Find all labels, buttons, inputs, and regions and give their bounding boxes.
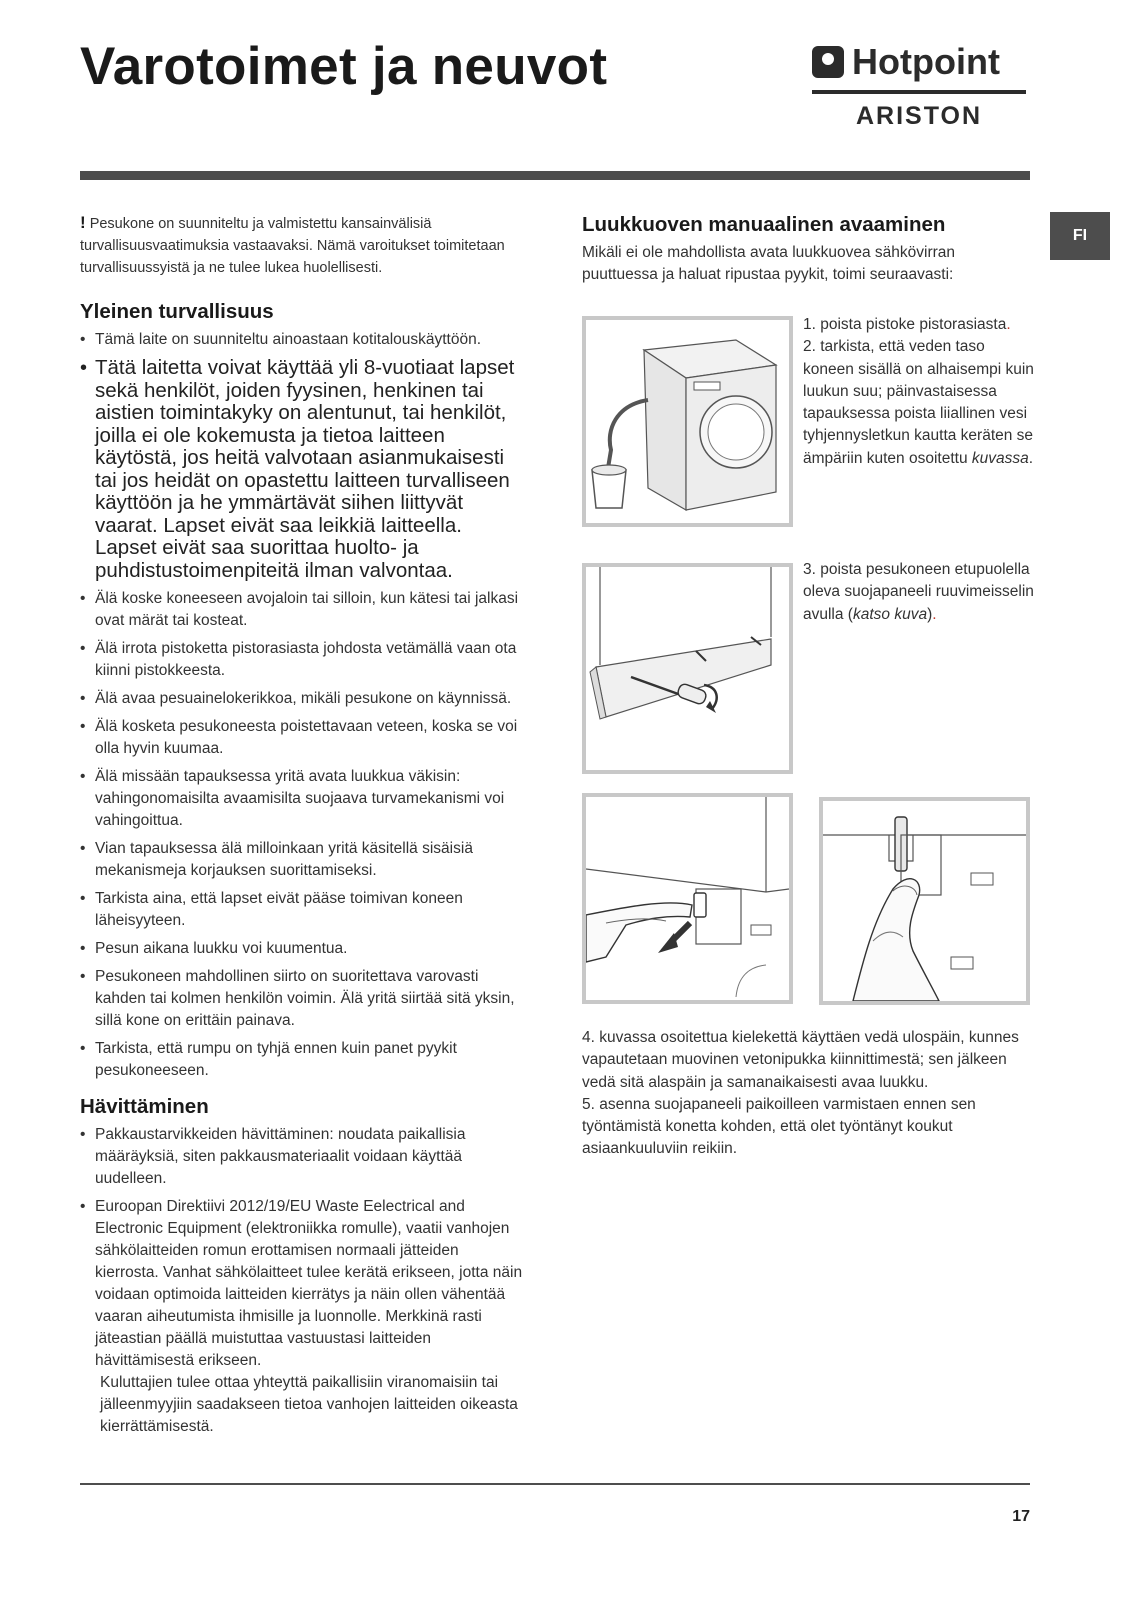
page-number: 17	[1012, 1508, 1030, 1525]
step-3-emphasis: katso kuva	[852, 605, 928, 623]
washing-machine-illustration	[586, 320, 789, 523]
list-item: • Älä kosketa pesukoneesta poistettavaan veteen, koska se voi olla hyvin kuumaa.	[80, 716, 526, 760]
list-item: • Tarkista, että rumpu on tyhjä ennen kuin panet pyykit pesukoneeseen.	[80, 1038, 526, 1082]
step-3-text: 3. poista pesukoneen etupuolella oleva suojapaneeli ruuvimeisselin avulla (	[803, 561, 1034, 623]
step-5: 5. asenna suojapaneeli paikoilleen varmistaen ennen sen työntämistä konetta kohden, että olet työntänyt koukut asiaankuuluviin reikiin.	[582, 1095, 976, 1158]
brand-name: Hotpoint	[852, 41, 1000, 82]
figure-drain-bucket	[582, 316, 793, 527]
list-item: • Pesun aikana luukku voi kuumentua.	[80, 938, 526, 960]
figure-pull-tab	[582, 793, 793, 1004]
right-column	[582, 212, 1032, 286]
disposal-note: Kuluttajien tulee ottaa yhteyttä paikallisiin viranomaisiin tai jälleenmyyjiin saadakseen tietoa vanhojen laitteiden oikeasta kierrättämisestä.	[100, 1374, 518, 1435]
language-tab: FI	[1050, 212, 1110, 260]
step-3-end: .	[932, 605, 937, 623]
step-3-close: )	[927, 605, 933, 623]
left-column	[80, 212, 526, 1438]
header-bar	[80, 171, 1030, 180]
list-item: • Pakkaustarvikkeiden hävittäminen: noudata paikallisia määräyksiä, siten pakkausmateriaalit voidaan käyttää uudelleen.	[80, 1124, 526, 1190]
step-2-emphasis: kuvassa	[971, 449, 1029, 467]
step-2-end: .	[1028, 449, 1034, 467]
list-item: • Älä koske koneeseen avojaloin tai silloin, kun kätesi tai jalkasi ovat märät tai kosteat.	[80, 588, 526, 632]
step-2-text: 2. tarkista, että veden taso koneen sisällä on alhaisempi kuin luukun suu; päinvastaisessa tapauksessa poista liiallinen vesi tyhjennysletkun kautta keräten se ämpäriin kuten osoitettu	[803, 338, 1034, 467]
door-opening-heading: Luukkuoven manuaalinen avaaminen	[582, 213, 946, 236]
step-4: 4. kuvassa osoitettua kielekettä käyttäen vedä ulospäin, kunnes vapautetaan muovinen vetonipukka kiinnittimestä; sen jälkeen vedä sitä alaspäin ja samanaikaisesti avaa luukku.	[582, 1029, 1019, 1091]
figure-remove-panel	[582, 563, 793, 774]
step-3	[803, 559, 1038, 626]
list-item: • Älä avaa pesuainelokerikkoa, mikäli pesukone on käynnissä.	[80, 688, 526, 710]
brand-subname: ARISTON	[855, 102, 983, 130]
pull-tab-illustration	[586, 797, 789, 1000]
step-2	[803, 336, 1038, 470]
door-opening-intro: Mikäli ei ole mahdollista avata luukkuovea sähkövirran puuttuessa ja haluat ripustaa pyykit, toimi seuraavasti:	[582, 244, 956, 283]
panel-screwdriver-illustration	[586, 567, 789, 770]
list-item: • Tarkista aina, että lapset eivät pääse toimivan koneen läheisyyteen.	[80, 888, 526, 932]
page-title: Varotoimet ja neuvot	[80, 37, 608, 96]
list-item: • Tämä laite on suunniteltu ainoastaan kotitalouskäyttöön.	[80, 329, 526, 351]
steps-1-2	[803, 314, 1038, 470]
step-1-end: .	[1006, 316, 1011, 333]
list-item: • Älä irrota pistoketta pistorasiasta johdosta vetämällä vaan ota kiinni pistokkeesta.	[80, 638, 526, 682]
warning-icon: !	[80, 213, 86, 232]
step-1	[803, 314, 1038, 336]
list-item: • Älä missään tapauksessa yritä avata luukkua väkisin: vahingonomaisilta avaamisilta suojaava turvamekanismi voi vahingoittua.	[80, 766, 526, 832]
hotpoint-mark-icon	[812, 46, 844, 78]
intro-text: Pesukone on suunniteltu ja valmistettu kansainvälisiä turvallisuusvaatimuksia vastaavaksi. Nämä varoitukset toimitetaan turvallisuussyistä ja ne tulee lukea huolellisesti.	[80, 216, 505, 276]
safety-heading: Yleinen turvallisuus	[80, 300, 274, 323]
list-item: • Vian tapauksessa älä milloinkaan yritä käsitellä sisäisiä mekanismeja korjauksen suorittamiseksi.	[80, 838, 526, 882]
steps-4-5	[582, 1027, 1030, 1161]
disposal-list	[80, 1124, 526, 1372]
tab-closeup-illustration	[823, 801, 1026, 1001]
list-item: • Pesukoneen mahdollinen siirto on suoritettava varovasti kahden tai kolmen henkilön voimin. Älä yritä siirtää sitä yksin, sillä kone on erittäin painava.	[80, 966, 526, 1032]
figure-tab-closeup	[819, 797, 1030, 1005]
disposal-heading: Hävittäminen	[80, 1095, 209, 1118]
intro-warning	[80, 212, 526, 279]
brand-divider	[812, 90, 1026, 94]
step-1-text: 1. poista pistoke pistorasiasta	[803, 316, 1007, 333]
list-item: • Euroopan Direktiivi 2012/19/EU Waste Eelectrical and Electronic Equipment (elektroniikka romulle), vaatii vanhojen sähkölaitteiden romun erottamisen normaali jätteiden kierrosta. Vanhat sähkölaitteet tulee kerätä erikseen, jotta näin voidaan optimoida laitteiden kierrätys ja näin ollen vähentää vaaran aiheutumista ihmisille ja luonnolle. Merkkinä rasti jäteastian päällä muistuttaa vastuustasi laitteiden hävittämisestä erikseen.	[80, 1196, 526, 1372]
brand-row	[812, 41, 1028, 82]
footer-rule	[80, 1483, 1030, 1485]
safety-list	[80, 329, 526, 1082]
hotpoint-ariston-logo	[812, 41, 1028, 136]
list-item: • Tätä laitetta voivat käyttää yli 8-vuotiaat lapset sekä henkilöt, joiden fyysinen, henkinen tai aistien toimintakyky on alentunut, tai henkilöt, joilla ei ole kokemusta ja tietoa laitteen käytöstä, jos heitä valvotaan asianmukaisesti tai jos heidät on opastettu laitteen turvalliseen käyttöön ja he ymmärtävät siihen liittyvät vaarat. Lapset eivät saa leikkiä laitteella. Lapset eivät saa suorittaa huolto- ja puhdistustoimenpiteitä ilman valvontaa.	[80, 357, 526, 582]
